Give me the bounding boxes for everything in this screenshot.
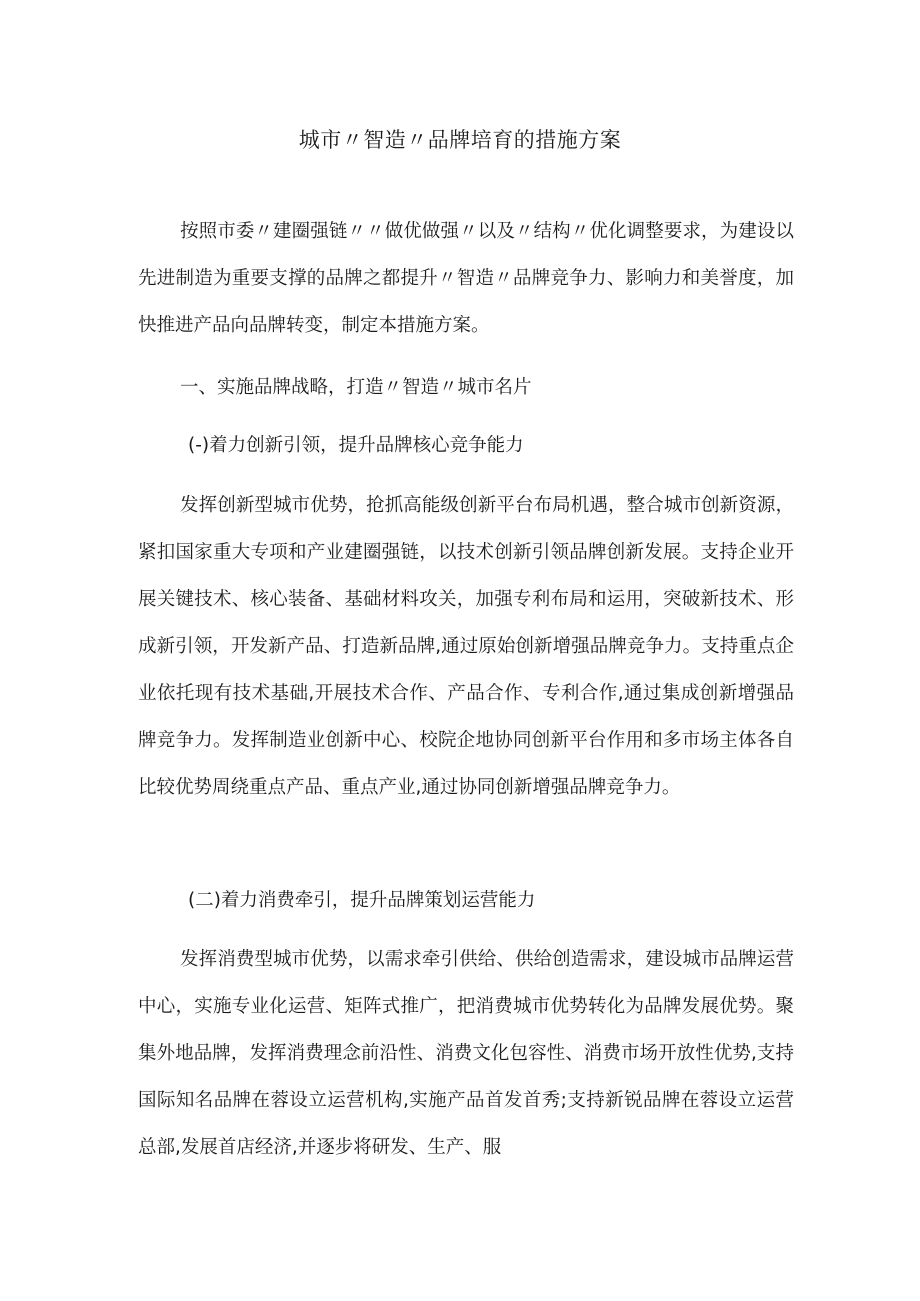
- section-1-heading: 一、实施品牌战略，打造〃智造〃城市名片: [180, 377, 532, 398]
- subsection-2-heading: (二)着力消费牵引，提升品牌策划运营能力: [188, 890, 536, 911]
- document-title: 城市〃智造〃品牌培育的措施方案: [298, 128, 622, 152]
- subsection-1-body: 发挥创新型城市优势，抢抓高能级创新平台布局机遇，整合城市创新资源，紧扣国家重大专项和产业建圈强链，以技术创新引领品牌创新发展。支持企业开展关键技术、核心装备、基础材料攻关，加强专利布局和运用，突破新技术、形成新引领，开发新产品、打造新品牌,通过原始创新增强品牌竞争力。支持重点企业依托现有技术基础,开展技术合作、产品合作、专利合作,通过集成创新增强品牌竞争力。发挥制造业创新中心、校院企地协同创新平台作用和多市场主体各自比较优势周绕重点产品、重点产业,通过协同创新增强品牌竞争力。: [138, 495, 794, 798]
- subsection-2-body: 发挥消费型城市优势，以需求牵引供给、供给创造需求，建设城市品牌运营中心，实施专业化运营、矩阵式推广，把消费城市优势转化为品牌发展优势。聚集外地品牌，发挥消费理念前沿性、消费文化包容性、消费市场开放性优势,支持国际知名品牌在蓉设立运营机构,实施产品首发首秀;支持新锐品牌在蓉设立运营总部,发展首店经济,并逐步将研发、生产、服: [138, 949, 794, 1158]
- subsection-1-heading: (-)着力创新引领，提升品牌核心竞争能力: [188, 435, 524, 456]
- intro-paragraph: 按照市委〃建圈强链〃〃做优做强〃以及〃结构〃优化调整要求，为建设以先进制造为重要支撑的品牌之都提升〃智造〃品牌竞争力、影响力和美誉度，加快推进产品向品牌转变，制定本措施方案。: [138, 221, 794, 336]
